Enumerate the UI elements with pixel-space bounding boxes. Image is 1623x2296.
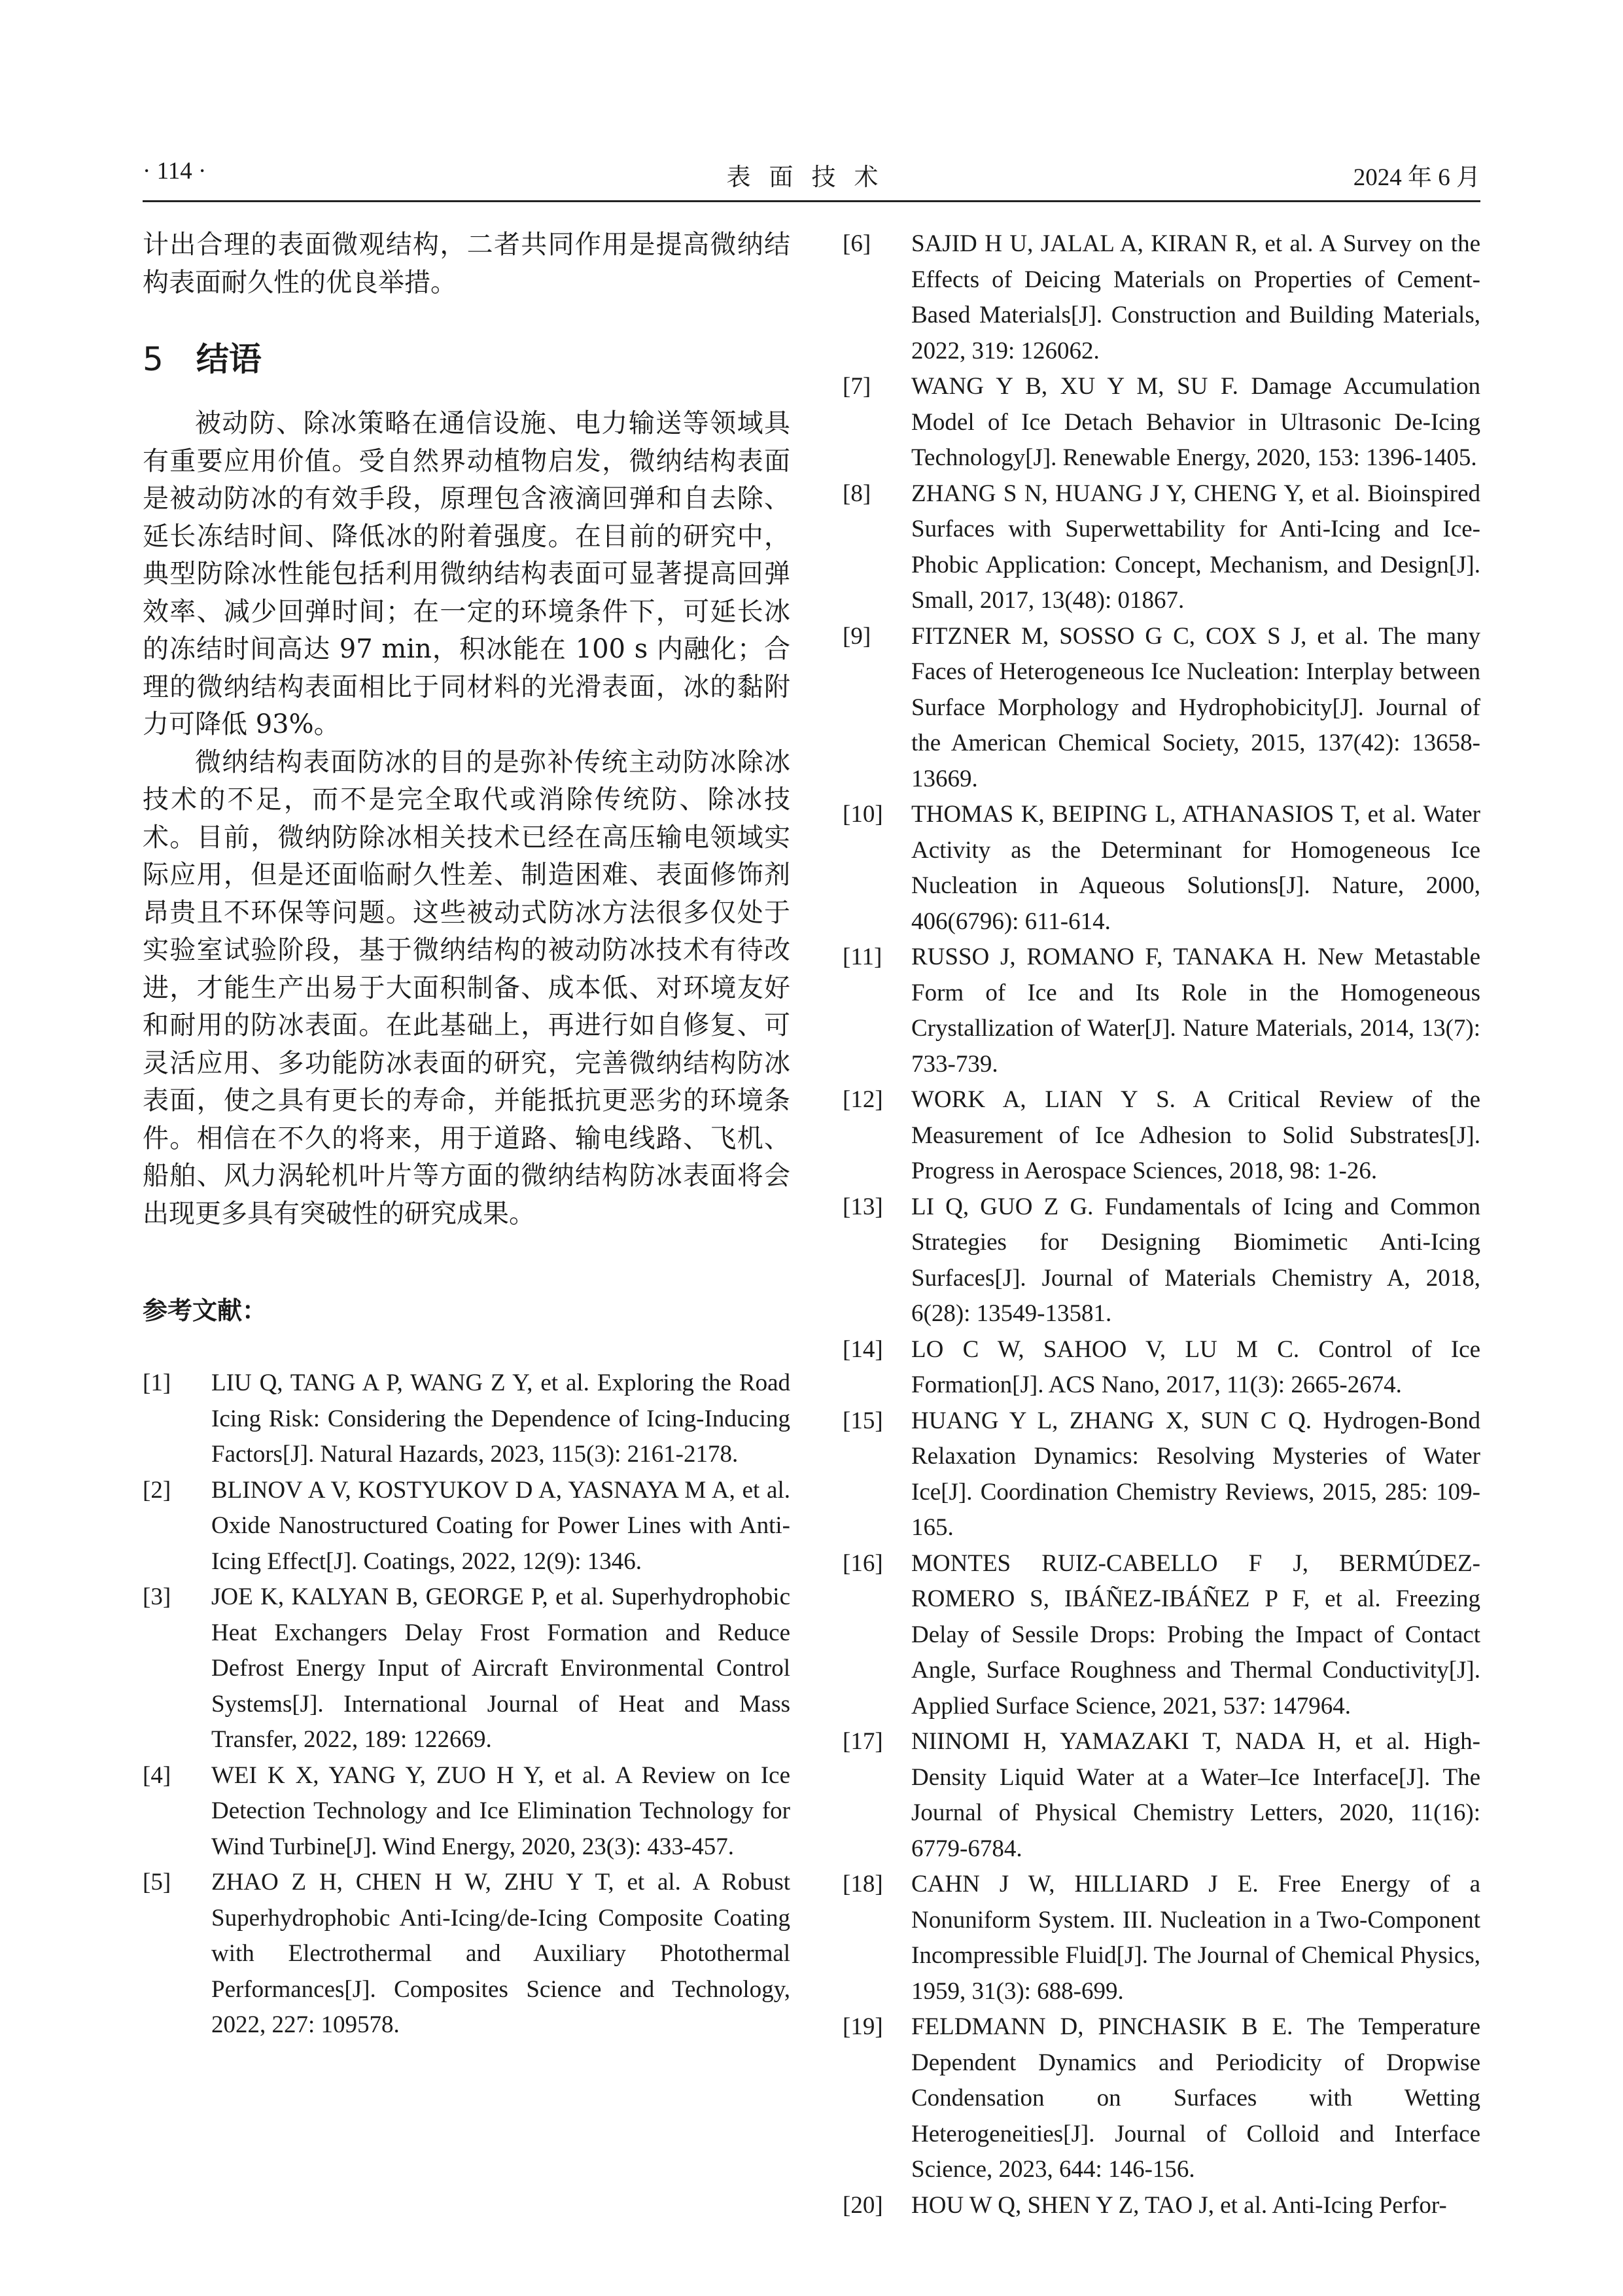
reference-text: MONTES RUIZ-CABELLO F J, BERMÚDEZ-ROMERO S, IBÁÑEZ-IBÁÑEZ P F, et al. Freezing Delay of Sessile Drops: Probing the Impact of Contact Angle, Surface Roughness and Thermal Conductivity[J]. Applied Surface Science, 2021, 537: 147964. — [911, 1549, 1480, 1720]
reference-text: THOMAS K, BEIPING L, ATHANASIOS T, et al. Water Activity as the Determinant for Homogeneous Ice Nucleation in Aqueous Solutions[J]. Nature, 2000, 406(6796): 611-614. — [911, 801, 1480, 935]
reference-item — [143, 1366, 790, 1473]
reference-number: [8] — [843, 480, 871, 507]
reference-item — [843, 797, 1480, 940]
journal-title: 表面技术 — [726, 164, 897, 191]
reference-text: BLINOV A V, KOSTYUKOV D A, YASNAYA M A, et al. Oxide Nanostructured Coating for Power Lines with Anti-Icing Effect[J]. Coatings, 2022, 12(9): 1346. — [211, 1476, 790, 1575]
reference-number: [16] — [843, 1549, 883, 1577]
section-title: 结语 — [196, 340, 262, 378]
left-column — [143, 226, 790, 2043]
reference-text: ZHAO Z H, CHEN H W, ZHU Y T, et al. A Robust Superhydrophobic Anti-Icing/de-Icing Composite Coating with Electrothermal and Auxiliary Photothermal Performances[J]. Composites Science and Technology, 2022, 227: 109578. — [211, 1869, 790, 2038]
reference-number: [10] — [843, 801, 883, 828]
reference-item — [843, 1724, 1480, 1867]
reference-item — [143, 1758, 790, 1865]
reference-text: LIU Q, TANG A P, WANG Z Y, et al. Exploring the Road Icing Risk: Considering the Dependence of Icing-Inducing Factors[J]. Natural Hazards, 2023, 115(3): 2161-2178. — [211, 1369, 790, 1468]
reference-text: ZHANG S N, HUANG J Y, CHENG Y, et al. Bioinspired Surfaces with Superwettability for Anti-Icing and Ice-Phobic Application: Concept, Mechanism, and Design[J]. Small, 2017, 13(48): 01867. — [911, 480, 1480, 614]
reference-number: [5] — [143, 1869, 171, 1896]
reference-number: [12] — [843, 1086, 883, 1113]
reference-item — [143, 1473, 790, 1580]
reference-text: WANG Y B, XU Y M, SU F. Damage Accumulation Model of Ice Detach Behavior in Ultrasonic De-Icing Technology[J]. Renewable Energy, 2020, 153: 1396-1405. — [911, 373, 1480, 471]
intro-paragraph: 计出合理的表面微观结构，二者共同作用是提高微纳结构表面耐久性的优良举措。 — [143, 230, 790, 298]
reference-number: [11] — [843, 944, 882, 970]
reference-number: [6] — [843, 230, 871, 257]
reference-text: WORK A, LIAN Y S. A Critical Review of the Measurement of Ice Adhesion to Solid Substrates[J]. Progress in Aerospace Sciences, 2018, 98: 1-26. — [911, 1086, 1480, 1184]
section-heading — [143, 340, 790, 379]
page-header — [143, 153, 1480, 192]
reference-number: [9] — [843, 622, 871, 650]
reference-item — [843, 2009, 1480, 2188]
reference-text: HOU W Q, SHEN Y Z, TAO J, et al. Anti-Icing Perfor- — [911, 2191, 1447, 2219]
reference-number: [7] — [843, 373, 871, 400]
reference-text: WEI K X, YANG Y, ZUO H Y, et al. A Review on Ice Detection Technology and Ice Elimination Technology for Wind Turbine[J]. Wind Energy, 2020, 23(3): 433-457. — [211, 1761, 790, 1860]
reference-item — [843, 2188, 1480, 2224]
section-number: 5 — [143, 340, 164, 378]
reference-item — [143, 1865, 790, 2043]
reference-text: JOE K, KALYAN B, GEORGE P, et al. Superhydrophobic Heat Exchangers Delay Frost Formation and Reduce Defrost Energy Input of Aircraft Environmental Control Systems[J]. International Journal of Heat and Mass Transfer, 2022, 189: 122669. — [211, 1583, 790, 1753]
reference-number: [1] — [143, 1369, 171, 1396]
reference-text: LO C W, SAHOO V, LU M C. Control of Ice Formation[J]. ACS Nano, 2017, 11(3): 2665-2674. — [911, 1335, 1480, 1398]
reference-text: SAJID H U, JALAL A, KIRAN R, et al. A Survey on the Effects of Deicing Materials on Properties of Cement-Based Materials[J]. Construction and Building Materials, 2022, 319: 126062. — [911, 230, 1480, 364]
conclusion-paragraph-1: 被动防、除冰策略在通信设施、电力输送等领域具有重要应用价值。受自然界动植物启发，微纳结构表面是被动防冰的有效手段，原理包含液滴回弹和自去除、延长冻结时间、降低冰的附着强度。在目前的研究中，典型防除冰性能包括利用微纳结构表面可显著提高回弹效率、减少回弹时间；在一定的环境条件下，可延长冰的冻结时间高达 97 min，积冰能在 100 s 内融化；合理的微纳结构表面相比于同材料的光滑表面，冰的黏附力可降低 93%。 — [143, 408, 790, 739]
references-heading: 参考文献： — [143, 1296, 268, 1325]
reference-text: NIINOMI H, YAMAZAKI T, NADA H, et al. High-Density Liquid Water at a Water–Ice Interface[J]. The Journal of Physical Chemistry Letters, 2020, 11(16): 6779-6784. — [911, 1728, 1480, 1862]
reference-item — [843, 1404, 1480, 1546]
reference-number: [3] — [143, 1583, 171, 1610]
reference-item — [843, 940, 1480, 1082]
reference-item — [843, 1867, 1480, 2009]
reference-text: CAHN J W, HILLIARD J E. Free Energy of a Nonuniform System. III. Nucleation in a Two-Component Incompressible Fluid[J]. The Journal of Chemical Physics, 1959, 31(3): 688-699. — [911, 1871, 1480, 2005]
right-column — [843, 226, 1480, 2223]
conclusion-paragraph-2: 微纳结构表面防冰的目的是弥补传统主动防冰除冰技术的不足，而不是完全取代或消除传统防、除冰技术。目前，微纳防除冰相关技术已经在高压输电领域实际应用，但是还面临耐久性差、制造困难、表面修饰剂昂贵且不环保等问题。这些被动式防冰方法很多仅处于实验室试验阶段，基于微纳结构的被动防冰技术有待改进，才能生产出易于大面积制备、成本低、对环境友好和耐用的防冰表面。在此基础上，再进行如自修复、可灵活应用、多功能防冰表面的研究，完善微纳结构防冰表面，使之具有更长的寿命，并能抵抗更恶劣的环境条件。相信在不久的将来，用于道路、输电线路、飞机、船舶、风力涡轮机叶片等方面的微纳结构防冰表面将会出现更多具有突破性的研究成果。 — [143, 747, 790, 1229]
reference-number: [17] — [843, 1728, 883, 1755]
reference-item — [843, 476, 1480, 619]
reference-text: HUANG Y L, ZHANG X, SUN C Q. Hydrogen-Bond Relaxation Dynamics: Resolving Mysteries of Water Ice[J]. Coordination Chemistry Reviews, 2015, 285: 109-165. — [911, 1407, 1480, 1541]
reference-item — [843, 619, 1480, 798]
reference-item — [843, 1082, 1480, 1190]
page-number: · 114 · — [143, 158, 207, 185]
reference-number: [14] — [843, 1335, 883, 1363]
reference-item — [143, 1580, 790, 1758]
reference-text: RUSSO J, ROMANO F, TANAKA H. New Metastable Form of Ice and Its Role in the Homogeneous Crystallization of Water[J]. Nature Materials, 2014, 13(7): 733-739. — [911, 944, 1480, 1078]
reference-text: FITZNER M, SOSSO G C, COX S J, et al. The many Faces of Heterogeneous Ice Nucleation: Interplay between Surface Morphology and Hydrophobicity[J]. Journal of the American Chemical Society, 2015, 137(42): 13658-13669. — [911, 622, 1480, 792]
reference-text: LI Q, GUO Z G. Fundamentals of Icing and Common Strategies for Designing Biomimetic Anti-Icing Surfaces[J]. Journal of Materials Chemistry A, 2018, 6(28): 13549-13581. — [911, 1193, 1480, 1327]
reference-number: [20] — [843, 2191, 883, 2219]
reference-number: [15] — [843, 1407, 883, 1434]
reference-number: [2] — [143, 1476, 171, 1504]
reference-number: [13] — [843, 1193, 883, 1220]
reference-number: [18] — [843, 1871, 883, 1898]
reference-item — [843, 1546, 1480, 1725]
reference-item — [843, 1332, 1480, 1404]
reference-item — [843, 369, 1480, 476]
reference-item — [843, 1190, 1480, 1332]
reference-number: [19] — [843, 2013, 883, 2040]
reference-item — [843, 226, 1480, 369]
references-list-right — [843, 226, 1480, 2223]
references-list-left — [143, 1366, 790, 2043]
reference-text: FELDMANN D, PINCHASIK B E. The Temperature Dependent Dynamics and Periodicity of Dropwise Condensation on Surfaces with Wetting Heterogeneities[J]. Journal of Colloid and Interface Science, 2023, 644: 146-156. — [911, 2013, 1480, 2183]
header-rule — [143, 200, 1480, 202]
reference-number: [4] — [143, 1761, 171, 1789]
issue-date: 2024 年 6 月 — [1353, 164, 1480, 191]
